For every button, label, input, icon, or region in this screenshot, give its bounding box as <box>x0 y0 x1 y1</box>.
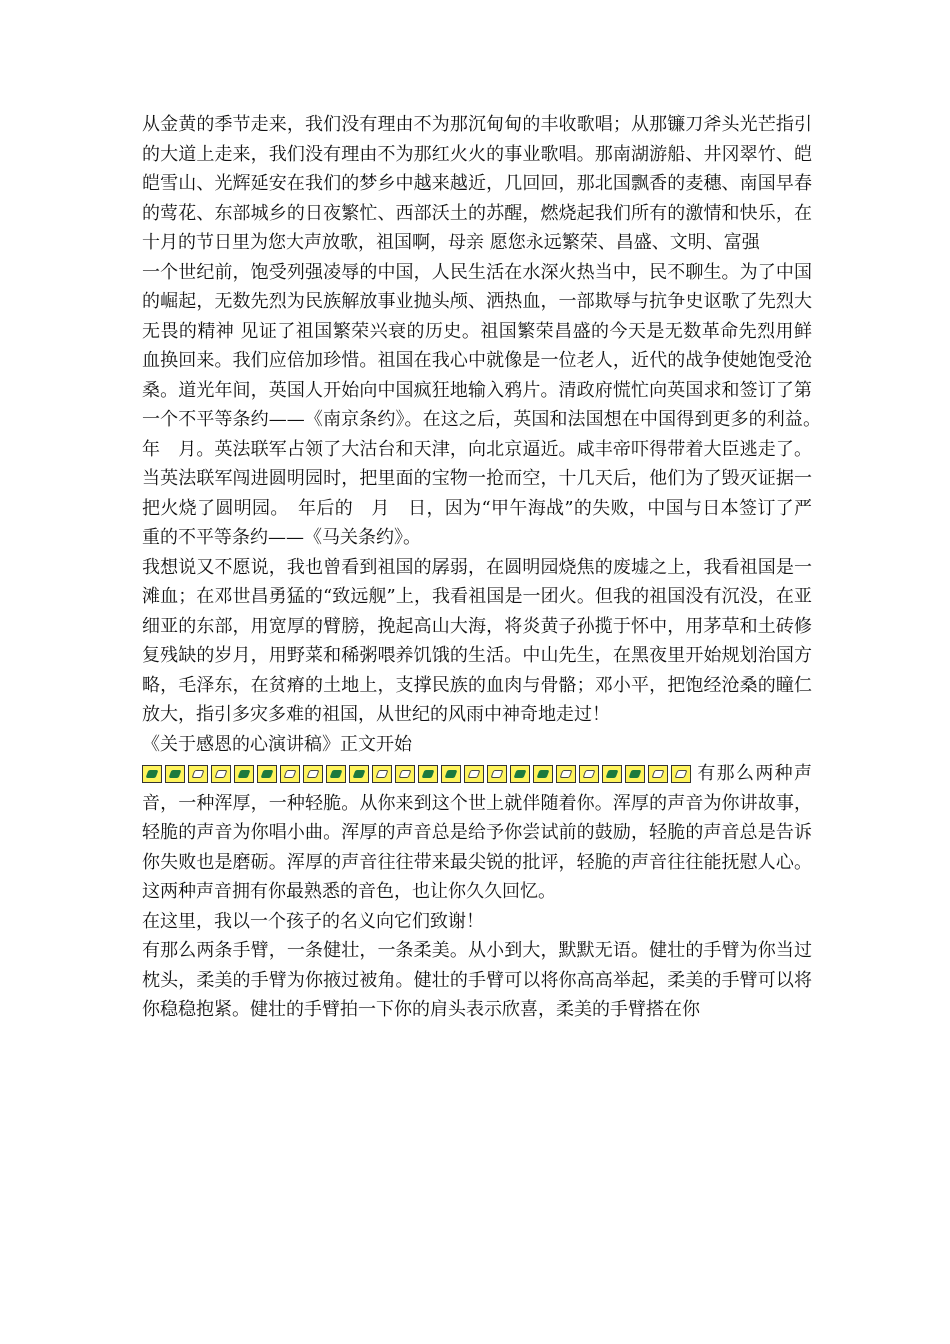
decorative-tile-icon <box>625 765 645 783</box>
paragraph-motherland-rise: 我想说又不愿说，我也曾看到祖国的孱弱，在圆明园烧焦的废墟之上，我看祖国是一滩血；在邓世昌勇猛的“致远舰”上，我看祖国是一团火。但我的祖国没有沉没，在亚细亚的东部，用宽厚的臂膀，挽起高山大海，将炎黄子孙揽于怀中，用茅草和土砖修复残缺的岁月，用野菜和稀粥喂养饥饿的生活。中山先生，在黑夜里开始规划治国方略，毛泽东，在贫瘠的土地上，支撑民族的血肉与骨骼；邓小平，把饱经沧桑的瞳仁放大，指引多灾多难的祖国，从世纪的风雨中神奇地走过！ <box>142 556 812 725</box>
decorative-tile-icon <box>349 765 369 783</box>
decorative-tile-icon <box>303 765 323 783</box>
decorative-tile-icon <box>418 765 438 783</box>
decorative-tile-icon <box>671 765 691 783</box>
paragraph-century-history: 一个世纪前，饱受列强凌辱的中国，人民生活在水深火热当中，民不聊生。为了中国的崛起，无数先烈为民族解放事业抛头颅、洒热血，一部欺辱与抗争史讴歌了先烈大无畏的精神 见证了祖国繁荣兴衰的历史。祖国繁荣昌盛的今天是无数革命先烈用鲜血换回来。我们应倍加珍惜。祖国在我心中就像是一位老人，近代的战争使她饱受沧桑。道光年间，英国人开始向中国疯狂地输入鸦片。清政府慌忙向英国求和签订了第一个不平等条约——《南京条约》。在这之后，英国和法国想在中国得到更多的利益。 年 月。英法联军占领了大沽台和天津，向北京逼近。咸丰帝吓得带着大臣逃走了。当英法联军闯进圆明园时，把里面的宝物一抢而空，十几天后，他们为了毁灭证据一把火烧了圆明园。 年后的 月 日，因为“甲午海战”的失败，中国与日本签订了严重的不平等条约——《马关条约》。 <box>142 261 866 548</box>
decorative-tile-icon <box>372 765 392 783</box>
decorative-tile-icon <box>533 765 553 783</box>
paragraph-thanks: 在这里，我以一个孩子的名义向它们致谢！ <box>142 910 484 932</box>
paragraph-two-voices <box>142 759 812 907</box>
section-heading: 《关于感恩的心演讲稿》正文开始 <box>142 733 412 755</box>
decorative-tile-icon <box>602 765 622 783</box>
decorative-tile-icon <box>556 765 576 783</box>
paragraph-two-arms: 有那么两条手臂，一条健壮，一条柔美。从小到大，默默无语。健壮的手臂为你当过枕头，柔美的手臂为你掖过被角。健壮的手臂可以将你高高举起，柔美的手臂可以将你稳稳抱紧。健壮的手臂拍一下你的肩头表示欣喜，柔美的手臂搭在你 <box>142 940 812 1021</box>
decorative-tile-icon <box>257 765 277 783</box>
decorative-tile-icon <box>510 765 530 783</box>
decorative-tile-icon <box>188 765 208 783</box>
decorative-tile-icon <box>234 765 254 783</box>
decorative-tile-icon <box>487 765 507 783</box>
decorative-tile-icon <box>395 765 415 783</box>
paragraph-harvest-song: 从金黄的季节走来，我们没有理由不为那沉甸甸的丰收歌唱；从那镰刀斧头光芒指引的大道上走来，我们没有理由不为那红火火的事业歌唱。那南湖游船、井冈翠竹、皑皑雪山、光辉延安在我们的梦乡中越来越近，几回回，那北国飘香的麦穗、南国早春的莺花、东部城乡的日夜繁忙、西部沃土的苏醒，燃烧起我们所有的激情和快乐，在十月的节日里为您大声放歌，祖国啊，母亲 愿您永远繁荣、昌盛、文明、富强 <box>142 114 812 253</box>
document-body <box>142 110 866 1025</box>
decorative-tile-icon <box>648 765 668 783</box>
decorative-tile-icon <box>579 765 599 783</box>
decorative-tile-icon <box>464 765 484 783</box>
decorative-tile-icon <box>326 765 346 783</box>
decorative-tile-icon <box>441 765 461 783</box>
paragraph-two-voices-text: 有那么两种声音，一种浑厚，一种轻脆。从你来到这个世上就伴随着你。浑厚的声音为你讲故事，轻脆的声音为你唱小曲。浑厚的声音总是给予你尝试前的鼓励，轻脆的声音总是告诉你失败也是磨砺。浑厚的声音往往带来最尖锐的批评，轻脆的声音往往能抚慰人心。这两种声音拥有你最熟悉的音色，也让你久久回忆。 <box>142 763 812 903</box>
decorative-icon-strip <box>142 759 694 789</box>
decorative-tile-icon <box>165 765 185 783</box>
decorative-tile-icon <box>280 765 300 783</box>
decorative-tile-icon <box>142 765 162 783</box>
decorative-tile-icon <box>211 765 231 783</box>
